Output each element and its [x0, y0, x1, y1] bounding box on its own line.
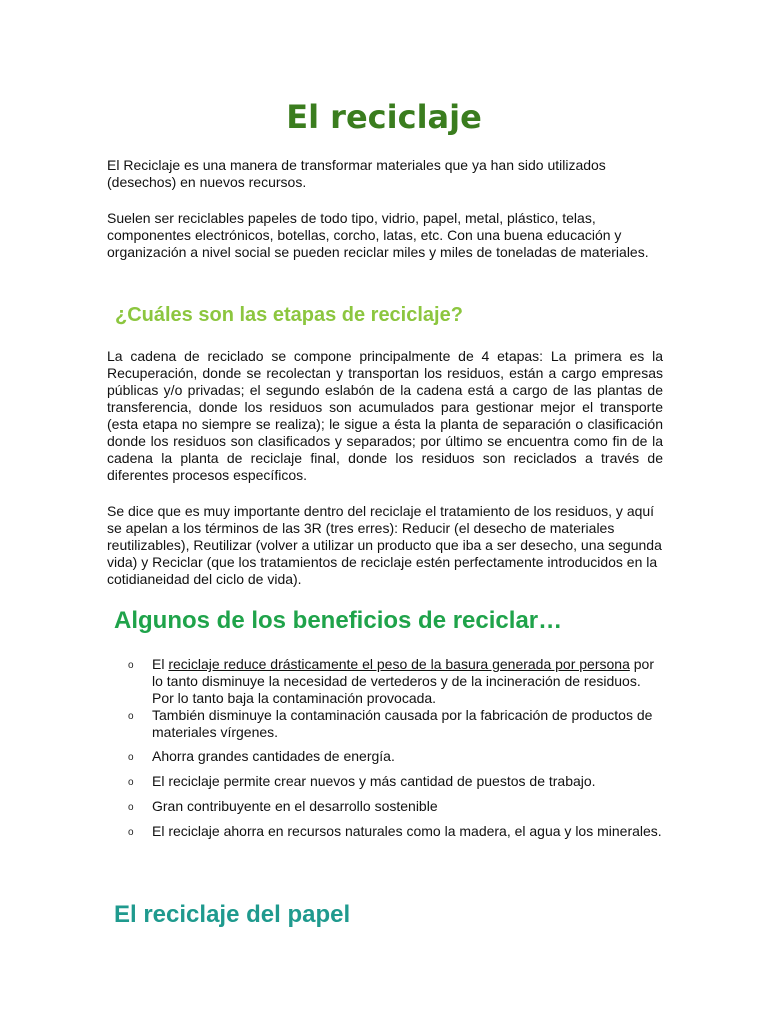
item-text-prefix: El — [152, 656, 169, 672]
item-text: El reciclaje ahorra en recursos naturales como la madera, el agua y los minerales. — [152, 823, 662, 839]
intro-paragraph: El Reciclaje es una manera de transformar materiales que ya han sido utilizados (desechos) en nuevos recursos. — [107, 157, 606, 190]
list-item — [128, 707, 662, 741]
circle-bullet-icon: o — [128, 752, 134, 763]
item-text: Gran contribuyente en el desarrollo sostenible — [152, 798, 438, 814]
3r-paragraph: Se dice que es muy importante dentro del reciclaje el tratamiento de los residuos, y aquí se apelan a los términos de las 3R (tres erres): Reducir (el desecho de materiales reutilizables), Reutilizar (volver a utilizar un producto que iba a ser desecho, una segunda vida) y Reciclar (que los tratamientos de reciclaje estén perfectamente introducidos en la cotidianeidad del ciclo de vida). — [107, 503, 662, 587]
etapas-paragraph: La cadena de reciclado se compone principalmente de 4 etapas: La primera es la Recuperación, donde se recolectan y transportan los residuos, están a cargo empresas públicas y/o privadas; el segundo eslabón de la cadena está a cargo de las plantas de transferencia, donde los residuos son acumulados para gestionar mejor el transporte (esta etapa no siempre se realiza); le sigue a ésta la planta de separación o clasificación donde los residuos son clasificados y separados; por último se encuentra como fin de la cadena la planta de reciclaje final, donde los residuos son reciclados a través de diferentes procesos específicos. — [107, 348, 663, 483]
heading-beneficios: Algunos de los beneficios de reciclar… — [114, 607, 563, 634]
underlined-phrase-link[interactable]: reciclaje reduce drásticamente el peso de la basura generada por persona — [168, 656, 630, 672]
list-item — [128, 823, 662, 840]
list-item — [128, 656, 662, 707]
recyclables-paragraph: Suelen ser reciclables papeles de todo tipo, vidrio, papel, metal, plástico, telas, componentes electrónicos, botellas, corcho, latas, etc. Con una buena educación y organización a nivel social se pueden reciclar miles y miles de toneladas de materiales. — [107, 210, 649, 260]
list-item — [128, 773, 662, 790]
heading-etapas: ¿Cuáles son las etapas de reciclaje? — [115, 304, 463, 326]
item-text: También disminuye la contaminación causada por la fabricación de productos de materiales vírgenes. — [152, 707, 653, 740]
heading-papel: El reciclaje del papel — [114, 901, 351, 928]
item-text-suffix: por lo tanto disminuye la necesidad de vertederos y de la incineración de residuos. Por lo tanto baja la contaminación provocada. — [152, 656, 654, 706]
circle-bullet-icon: o — [128, 660, 134, 671]
circle-bullet-icon: o — [128, 827, 134, 838]
circle-bullet-icon: o — [128, 711, 134, 722]
circle-bullet-icon: o — [128, 802, 134, 813]
circle-bullet-icon: o — [128, 777, 134, 788]
item-text: Ahorra grandes cantidades de energía. — [152, 748, 395, 764]
item-text: El reciclaje permite crear nuevos y más cantidad de puestos de trabajo. — [152, 773, 596, 789]
document-title: El reciclaje — [286, 98, 482, 136]
list-item — [128, 748, 662, 765]
list-item — [128, 798, 662, 815]
